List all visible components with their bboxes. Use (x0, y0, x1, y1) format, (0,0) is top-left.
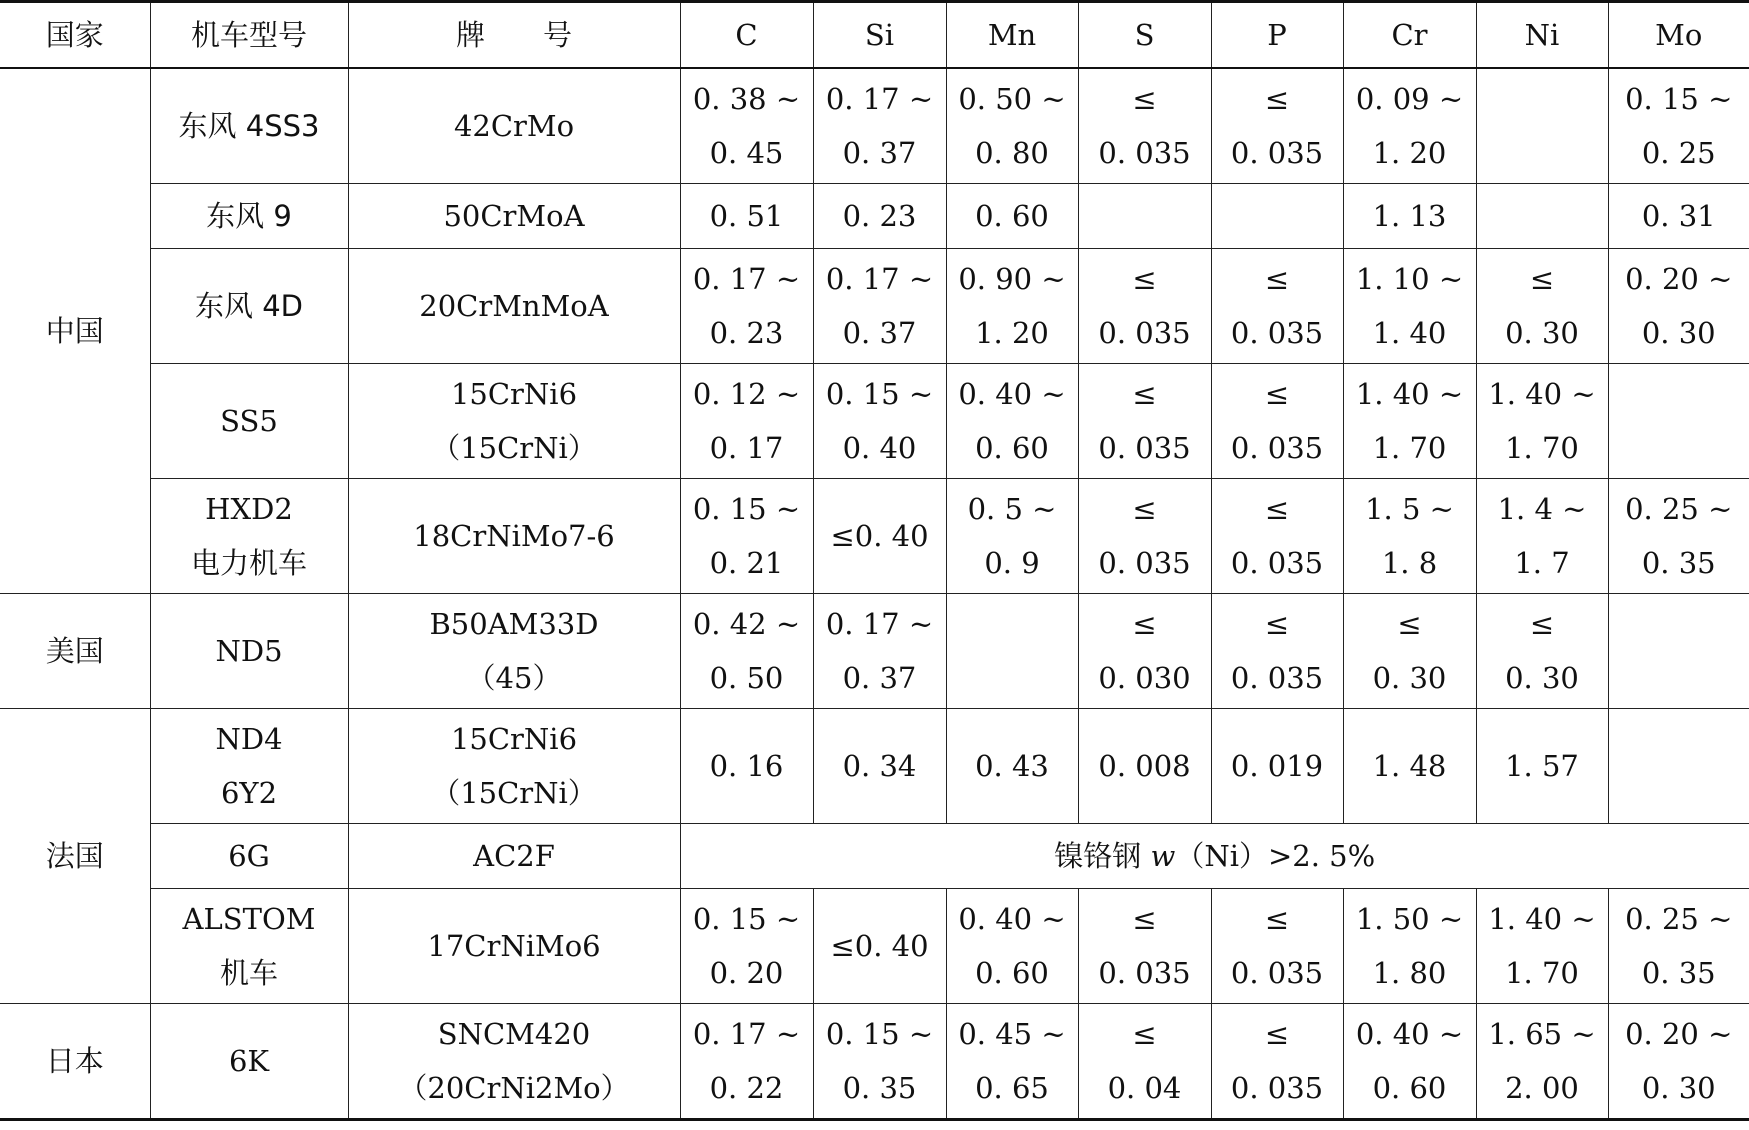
table-row (0, 364, 1749, 479)
value-cell-ni (1476, 364, 1608, 479)
value-cell-mn-line: 0. 5 ~ (967, 492, 1057, 526)
header-mo: Mo (1608, 2, 1749, 69)
country-cell-china: 中国 (0, 68, 150, 594)
value-cell-c (680, 889, 813, 1004)
value-cell-mn-line: 1. 20 (975, 316, 1049, 350)
value-cell-p-line: ≤ (1264, 377, 1290, 411)
model-cell (150, 364, 348, 479)
model-cell-line: SS5 (220, 404, 278, 438)
header-model: 机车型号 (150, 2, 348, 69)
value-cell-mo (1608, 364, 1749, 479)
value-cell-ni (1476, 68, 1608, 184)
value-cell-c (680, 1004, 813, 1120)
value-cell-mn-line: 0. 43 (975, 749, 1049, 783)
value-cell-mo-line: 0. 35 (1641, 546, 1716, 580)
value-cell-p-line: ≤ (1264, 492, 1290, 526)
value-cell-c (680, 184, 813, 249)
value-cell-mn-line: 0. 9 (984, 546, 1040, 580)
value-cell-mn (946, 68, 1078, 184)
model-cell (150, 709, 348, 824)
model-cell (150, 889, 348, 1004)
grade-cell-line: （20CrNi2Mo） (398, 1071, 630, 1105)
value-cell-mo (1608, 709, 1749, 824)
model-cell (150, 594, 348, 709)
value-cell-p-line: 0. 035 (1230, 661, 1324, 695)
value-cell-si-line: 0. 37 (842, 316, 917, 350)
value-cell-mn-line: 0. 40 ~ (958, 377, 1066, 411)
value-cell-mn-line: 0. 60 (975, 431, 1049, 465)
table-row (0, 1004, 1749, 1120)
value-cell-ni (1476, 479, 1608, 594)
table-row (0, 824, 1749, 889)
value-cell-si (813, 68, 946, 184)
value-cell-ni (1476, 889, 1608, 1004)
value-cell-s (1078, 709, 1211, 824)
value-cell-p (1211, 709, 1343, 824)
model-cell (150, 68, 348, 184)
grade-cell (348, 249, 680, 364)
value-cell-s (1078, 889, 1211, 1004)
header-cr: Cr (1343, 2, 1476, 69)
value-cell-p-line: 0. 035 (1230, 546, 1324, 580)
value-cell-p-line: ≤ (1264, 902, 1290, 936)
value-cell-p-line: ≤ (1264, 1017, 1290, 1051)
value-cell-si (813, 889, 946, 1004)
value-cell-si-line: 0. 35 (842, 1071, 917, 1105)
value-cell-s (1078, 364, 1211, 479)
value-cell-cr (1343, 594, 1476, 709)
value-cell-si-line: 0. 17 ~ (825, 82, 934, 116)
value-cell-ni (1476, 249, 1608, 364)
value-cell-c-line: 0. 38 ~ (692, 82, 801, 116)
value-cell-si-line: ≤0. 40 (830, 519, 929, 553)
value-cell-p (1211, 249, 1343, 364)
value-cell-mo-line: 0. 25 ~ (1625, 492, 1733, 526)
value-cell-si (813, 364, 946, 479)
value-cell-c-line: 0. 42 ~ (692, 607, 801, 641)
value-cell-si-line: 0. 23 (842, 199, 917, 233)
value-cell-cr-line: 1. 20 (1372, 136, 1447, 170)
table-row (0, 889, 1749, 1004)
value-cell-mn (946, 184, 1078, 249)
value-cell-p (1211, 594, 1343, 709)
grade-cell (348, 364, 680, 479)
model-cell-line: 机车 (219, 956, 278, 990)
value-cell-s (1078, 184, 1211, 249)
value-cell-cr (1343, 1004, 1476, 1120)
value-cell-ni (1476, 1004, 1608, 1120)
value-cell-c (680, 68, 813, 184)
value-cell-s-line: ≤ (1132, 1017, 1157, 1051)
value-cell-mn (946, 249, 1078, 364)
model-cell-line: ND5 (215, 634, 283, 668)
grade-cell-line: 15CrNi6 (450, 722, 578, 756)
value-cell-cr-line: 1. 50 ~ (1355, 902, 1464, 936)
grade-cell-line: SNCM420 (437, 1017, 591, 1051)
header-mn: Mn (946, 2, 1078, 69)
grade-cell-line: （15CrNi） (431, 776, 597, 810)
value-cell-c-line: 0. 15 ~ (692, 492, 801, 526)
value-cell-mn-line: 0. 50 ~ (958, 82, 1066, 116)
value-cell-mo-line: 0. 15 ~ (1625, 82, 1733, 116)
value-cell-ni-line: 1. 40 ~ (1488, 377, 1596, 411)
grade-cell (348, 709, 680, 824)
header-ni: Ni (1476, 2, 1608, 69)
model-cell-line: 6Y2 (220, 776, 278, 810)
model-cell-line: ALSTOM (182, 902, 316, 936)
value-cell-c-line: 0. 15 ~ (692, 902, 801, 936)
value-cell-p-line: 0. 035 (1230, 1071, 1324, 1105)
value-cell-si-line: ≤0. 40 (830, 929, 929, 963)
value-cell-cr-line: 1. 13 (1372, 199, 1447, 233)
value-cell-s-line: ≤ (1132, 607, 1157, 641)
value-cell-s-line: ≤ (1132, 902, 1157, 936)
table-row (0, 249, 1749, 364)
grade-cell (348, 889, 680, 1004)
value-cell-cr-line: 1. 5 ~ (1365, 492, 1454, 526)
model-cell (150, 184, 348, 249)
value-cell-cr-line: 1. 8 (1381, 546, 1438, 580)
header-s: S (1078, 2, 1211, 69)
value-cell-cr-line: 1. 40 ~ (1355, 377, 1464, 411)
value-cell-cr-line: 0. 30 (1372, 661, 1447, 695)
grade-cell (348, 594, 680, 709)
value-cell-cr (1343, 249, 1476, 364)
value-cell-cr (1343, 889, 1476, 1004)
note-variable: w (1150, 839, 1176, 873)
grade-cell (348, 824, 680, 889)
value-cell-cr-line: 0. 09 ~ (1355, 82, 1464, 116)
value-cell-ni-line: 1. 70 (1505, 431, 1579, 465)
value-cell-c (680, 479, 813, 594)
value-cell-mo (1608, 184, 1749, 249)
value-cell-s-line: ≤ (1132, 377, 1157, 411)
value-cell-s-line: 0. 035 (1098, 316, 1191, 350)
value-cell-si (813, 249, 946, 364)
value-cell-si (813, 1004, 946, 1120)
value-cell-si-line: 0. 37 (842, 136, 917, 170)
model-cell-line: 东风 4SS3 (178, 109, 320, 143)
value-cell-cr (1343, 184, 1476, 249)
value-cell-ni-line: 1. 7 (1514, 546, 1570, 580)
table-header-row (0, 2, 1749, 69)
model-cell-line: HXD2 (205, 492, 293, 526)
model-cell-line: 6G (228, 839, 270, 873)
value-cell-mo-line: 0. 35 (1641, 956, 1716, 990)
value-cell-p (1211, 479, 1343, 594)
value-cell-cr-line: 1. 80 (1372, 956, 1447, 990)
grade-cell-line: B50AM33D (429, 607, 599, 641)
note-prefix: 镍铬钢 (1054, 839, 1151, 873)
value-cell-ni (1476, 594, 1608, 709)
model-cell (150, 1004, 348, 1120)
value-cell-cr-line: 1. 10 ~ (1355, 262, 1464, 296)
value-cell-p-line: 0. 035 (1230, 431, 1324, 465)
value-cell-mn (946, 1004, 1078, 1120)
value-cell-si-line: 0. 37 (842, 661, 917, 695)
value-cell-p-line: 0. 019 (1230, 749, 1324, 783)
value-cell-p-line: ≤ (1264, 82, 1290, 116)
value-cell-si (813, 479, 946, 594)
value-cell-ni (1476, 184, 1608, 249)
grade-cell-line: （45） (466, 661, 562, 695)
value-cell-s (1078, 1004, 1211, 1120)
value-cell-s (1078, 68, 1211, 184)
value-cell-ni-line: 0. 30 (1505, 316, 1579, 350)
value-cell-p-line: 0. 035 (1230, 136, 1324, 170)
header-si: Si (813, 2, 946, 69)
table-row (0, 184, 1749, 249)
value-cell-ni-line: 1. 4 ~ (1497, 492, 1587, 526)
value-cell-mo (1608, 594, 1749, 709)
value-cell-ni-line: 0. 30 (1505, 661, 1579, 695)
value-cell-si-line: 0. 15 ~ (825, 1017, 934, 1051)
value-cell-c (680, 594, 813, 709)
model-cell-line: 东风 4D (195, 289, 303, 323)
value-cell-c-line: 0. 45 (709, 136, 784, 170)
header-grade: 牌 号 (348, 2, 680, 69)
value-cell-p (1211, 889, 1343, 1004)
value-cell-c (680, 249, 813, 364)
value-cell-ni-line: 1. 65 ~ (1488, 1017, 1596, 1051)
value-cell-mn-line: 0. 65 (975, 1071, 1049, 1105)
grade-cell-line: 42CrMo (453, 109, 575, 143)
value-cell-cr (1343, 68, 1476, 184)
value-cell-c-line: 0. 23 (709, 316, 784, 350)
value-cell-p-line: ≤ (1264, 262, 1290, 296)
value-cell-ni (1476, 709, 1608, 824)
value-cell-mn (946, 709, 1078, 824)
model-cell-line: ND4 (215, 722, 283, 756)
value-cell-c-line: 0. 16 (709, 749, 784, 783)
value-cell-s-line: 0. 035 (1098, 546, 1191, 580)
grade-cell (348, 479, 680, 594)
value-cell-mo-line: 0. 25 (1641, 136, 1716, 170)
value-cell-p-line: 0. 035 (1230, 956, 1324, 990)
value-cell-mo-line: 0. 30 (1641, 1071, 1716, 1105)
value-cell-cr (1343, 364, 1476, 479)
value-cell-mn (946, 364, 1078, 479)
note-suffix: （Ni）>2. 5% (1175, 839, 1376, 873)
value-cell-s-line: 0. 035 (1098, 431, 1191, 465)
value-cell-c-line: 0. 21 (709, 546, 784, 580)
value-cell-s-line: ≤ (1132, 492, 1157, 526)
model-cell (150, 479, 348, 594)
model-cell (150, 249, 348, 364)
value-cell-cr (1343, 479, 1476, 594)
value-cell-mn-line: 0. 60 (975, 956, 1049, 990)
value-cell-mo-line: 0. 20 ~ (1625, 1017, 1733, 1051)
value-cell-mo-line: 0. 30 (1641, 316, 1716, 350)
model-cell (150, 824, 348, 889)
grade-cell-line: 15CrNi6 (450, 377, 578, 411)
country-cell-france: 法国 (0, 709, 150, 1004)
value-cell-s-line: 0. 035 (1098, 136, 1191, 170)
table-row (0, 709, 1749, 824)
value-cell-s-line: 0. 04 (1107, 1071, 1182, 1105)
value-cell-c-line: 0. 12 ~ (692, 377, 801, 411)
table-row (0, 594, 1749, 709)
grade-cell-line: 50CrMoA (443, 199, 585, 233)
table-row (0, 479, 1749, 594)
value-cell-s (1078, 479, 1211, 594)
value-cell-mn-line: 0. 90 ~ (958, 262, 1066, 296)
value-cell-mn (946, 594, 1078, 709)
value-cell-p (1211, 364, 1343, 479)
value-cell-mn-line: 0. 60 (975, 199, 1049, 233)
value-cell-mo (1608, 889, 1749, 1004)
value-cell-mo (1608, 1004, 1749, 1120)
header-p: P (1211, 2, 1343, 69)
value-cell-cr-line: 1. 40 (1372, 316, 1447, 350)
value-cell-si (813, 594, 946, 709)
value-cell-mn-line: 0. 40 ~ (958, 902, 1066, 936)
grade-cell (348, 184, 680, 249)
value-cell-p (1211, 68, 1343, 184)
value-cell-mo (1608, 68, 1749, 184)
value-cell-cr-line: 1. 70 (1372, 431, 1447, 465)
value-cell-mn-line: 0. 45 ~ (958, 1017, 1066, 1051)
value-cell-s-line: 0. 008 (1098, 749, 1191, 783)
value-cell-c-line: 0. 50 (709, 661, 784, 695)
grade-cell (348, 1004, 680, 1120)
value-cell-ni-line: 1. 40 ~ (1488, 902, 1596, 936)
grade-cell (348, 68, 680, 184)
grade-cell-line: 18CrNiMo7-6 (413, 519, 615, 553)
value-cell-s-line: 0. 030 (1098, 661, 1191, 695)
value-cell-mn (946, 889, 1078, 1004)
value-cell-si (813, 184, 946, 249)
value-cell-p-line: 0. 035 (1230, 316, 1324, 350)
value-cell-mo-line: 0. 31 (1641, 199, 1716, 233)
value-cell-mo (1608, 249, 1749, 364)
value-cell-mo (1608, 479, 1749, 594)
table-row (0, 68, 1749, 184)
value-cell-s (1078, 594, 1211, 709)
value-cell-p (1211, 1004, 1343, 1120)
value-cell-ni-line: ≤ (1529, 607, 1555, 641)
value-cell-s-line: ≤ (1132, 82, 1157, 116)
value-cell-mn-line: 0. 80 (975, 136, 1049, 170)
grade-cell-line: （15CrNi） (431, 431, 597, 465)
composition-note (680, 824, 1749, 889)
value-cell-mn (946, 479, 1078, 594)
grade-cell-line: 20CrMnMoA (419, 289, 609, 323)
model-cell-line: 电力机车 (190, 546, 307, 580)
value-cell-cr-line: 0. 40 ~ (1355, 1017, 1464, 1051)
header-country: 国家 (0, 2, 150, 69)
value-cell-c-line: 0. 17 (709, 431, 784, 465)
value-cell-c-line: 0. 51 (709, 199, 784, 233)
value-cell-p (1211, 184, 1343, 249)
value-cell-si-line: 0. 17 ~ (825, 607, 934, 641)
value-cell-si-line: 0. 17 ~ (825, 262, 934, 296)
value-cell-ni-line: 1. 57 (1505, 749, 1579, 783)
value-cell-cr-line: 0. 60 (1372, 1071, 1447, 1105)
value-cell-c (680, 364, 813, 479)
grade-cell-line: 17CrNiMo6 (427, 929, 601, 963)
country-cell-usa: 美国 (0, 594, 150, 709)
value-cell-ni-line: 2. 00 (1505, 1071, 1579, 1105)
value-cell-s (1078, 249, 1211, 364)
value-cell-si-line: 0. 34 (842, 749, 917, 783)
value-cell-cr-line: ≤ (1397, 607, 1422, 641)
value-cell-s-line: 0. 035 (1098, 956, 1191, 990)
value-cell-p-line: ≤ (1264, 607, 1290, 641)
value-cell-s-line: ≤ (1132, 262, 1157, 296)
value-cell-c-line: 0. 17 ~ (692, 1017, 801, 1051)
value-cell-ni-line: 1. 70 (1505, 956, 1579, 990)
value-cell-c-line: 0. 17 ~ (692, 262, 801, 296)
model-cell-line: 东风 9 (206, 199, 292, 233)
model-cell-line: 6K (228, 1044, 270, 1078)
grade-cell-line: AC2F (473, 839, 555, 873)
value-cell-c-line: 0. 20 (709, 956, 784, 990)
value-cell-si-line: 0. 40 (842, 431, 917, 465)
value-cell-c-line: 0. 22 (709, 1071, 784, 1105)
value-cell-ni-line: ≤ (1529, 262, 1555, 296)
value-cell-mo-line: 0. 25 ~ (1625, 902, 1733, 936)
country-cell-japan: 日本 (0, 1004, 150, 1120)
value-cell-si-line: 0. 15 ~ (825, 377, 934, 411)
value-cell-mo-line: 0. 20 ~ (1625, 262, 1733, 296)
header-c: C (680, 2, 813, 69)
value-cell-cr (1343, 709, 1476, 824)
value-cell-cr-line: 1. 48 (1372, 749, 1447, 783)
value-cell-si (813, 709, 946, 824)
value-cell-c (680, 709, 813, 824)
